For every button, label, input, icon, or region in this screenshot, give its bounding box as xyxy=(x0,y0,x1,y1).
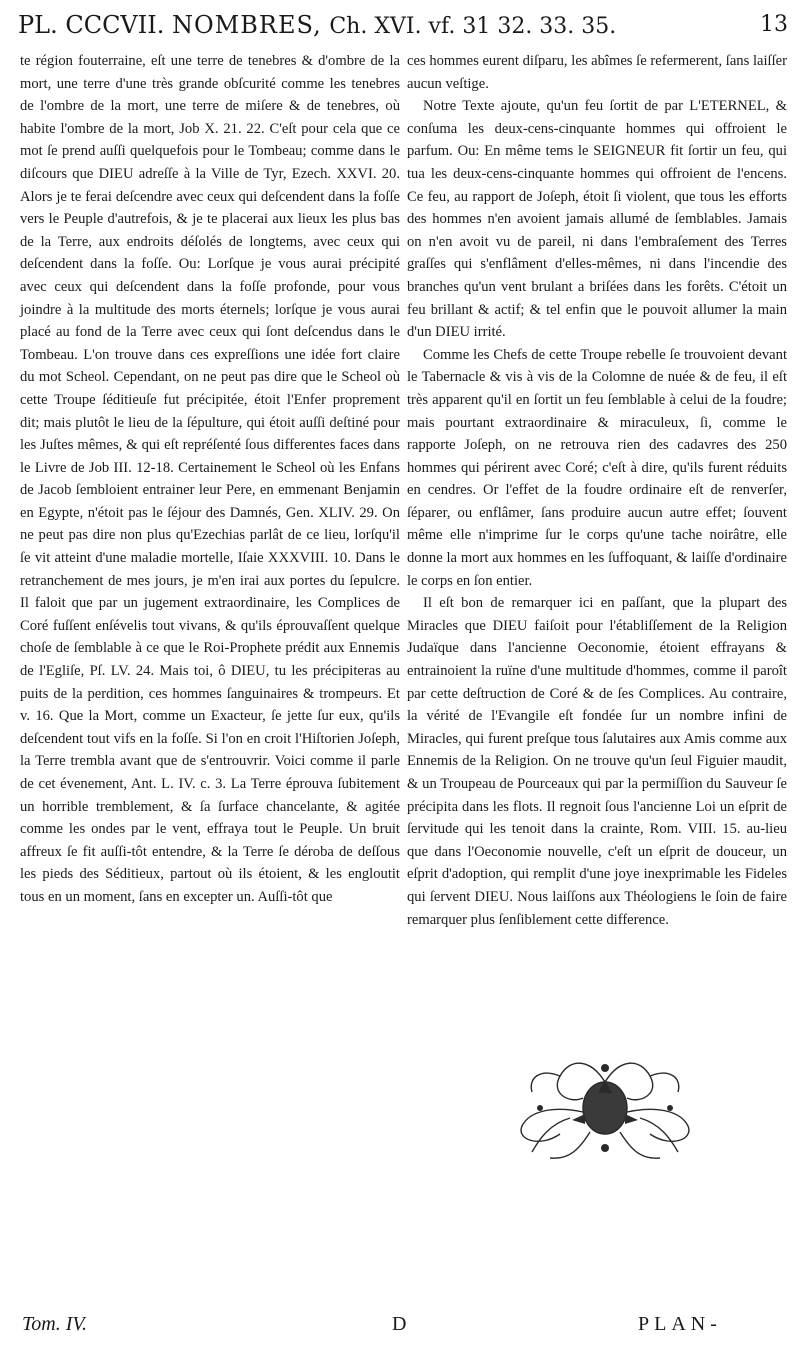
running-header xyxy=(18,8,790,44)
left-paragraph: te région fouterraine, eſt une terre de tenebres & d'ombre de la mort, une terre d'une très grande obſcurité comme les tenebres de l'ombre de la mort, une terre de miſere & de tenebres, où habite l'ombre de la mort, Job X. 21. 22. C'eſt pour cela que ce mot ſe prend auſſi quelquefois pour le Tombeau; comme dans le diſcours que DIEU adreſſe à la Ville de Tyr, Ezech. XXVI. 20. Alors je te ferai deſcendre avec ceux qui deſcendent dans la foſſe vers le Peuple d'autrefois, & je te placerai aux lieux les plus bas de la Terre, aux endroits déſolés de longtems, avec ceux qui deſcendent dans la foſſe. Ou: Lorſque je vous aurai précipité avec ceux qui deſcendent dans la foſſe profonde, pour vous joindre à la multitude des morts éternels; lorſque je vous aurai placé au fond de la Terre avec ceux qui ſont deſcendus dans le Tombeau. L'on trouve dans ces expreſſions une idée fort claire du mot Scheol. Cependant, on ne peut pas dire que le Scheol où cette Troupe ſéditieuſe fut précipitée, étoit l'Enfer proprement dit; mais plutôt le lieu de la ſépulture, qui étoit auſſi deſtiné pour les Juſtes mêmes, & qui eſt repréſenté ſous differentes faces dans le Livre de Job III. 12-18. Certainement le Scheol où les Enfans de Jacob ſembloient entrainer leur Pere, en emmenant Benjamin en Egypte, n'étoit pas le ſéjour des Damnés, Gen. XLIV. 29. On ne peut pas dire non plus qu'Ezechias parlât de ce lieu, lorſqu'il ſe vit atteint d'une maladie mortelle, Iſaie XXXVIII. 10. Dans le retranchement de mes jours, je m'en irai aux portes du ſepulcre. Il faloit que par un jugement extraordinaire, les Complices de Coré fuſſent enſévelis tout vivans, & qu'ils éprouvaſſent quelque choſe de ſemblable à ce que le Roi-Prophete prédit aux Ennemis de l'Egliſe, Pſ. LV. 24. Mais toi, ô DIEU, tu les précipiteras au puits de la perdition, ces hommes ſanguinaires & trompeurs. Et v. 16. Que la Mort, comme un Exacteur, ſe jette ſur eux, qu'ils deſcendent tout vifs en la foſſe. Si l'on en croit l'Hiſtorien Joſeph, la Terre trembla avant que de s'entrouvrir. Voici comme il parle de cet évenement, Ant. L. IV. c. 3. La Terre éprouva ſubitement un horrible tremblement, & ſa ſurface chancelante, & agitée comme les ondes par le vent, effraya tout le Peuple. Un bruit affreux ſe fit auſſi-tôt entendre, & la Terre ſe déroba de deſſous les pieds des Séditieux, partout où ils étoient, & les engloutit tous en un moment, ſans en excepter un. Auſſi-tôt que xyxy=(20,53,400,905)
right-paragraph: Il eſt bon de remarquer ici en paſſant, que la plupart des Miracles que DIEU faiſoit pour l'établiſſement de la Religion Judaïque dans l'ancienne Oeconomie, étoient effrayans & entrainoient la ruïne d'une multitude d'hommes, comme il paroît par cette deſtruction de Coré & de ſes Complices. Au contraire, la vérité de l'Evangile eſt fondée ſur un nombre infini de Miracles, qui furent preſque tous ſalutaires aux Amis comme aux Ennemis de la Religion. On ne trouve qu'un ſeul Figuier maudit, & un Troupeau de Pourceaux qui par la permiſſion du Sauveur ſe précipita dans les flots. Il regnoit ſous l'ancienne Loi un eſprit de ſervitude qui les tenoit dans la crainte, Rom. VIII. 15. au-lieu que dans l'Oeconomie nouvelle, c'eſt un eſprit de douceur, un eſprit d'adoption, qui remplit d'une joye inexprimable les Fideles qui ſervent DIEU. Nous laiſſons aux Théologiens le ſoin de faire remarquer plus ſenſiblement cette difference. xyxy=(407,595,787,928)
right-column xyxy=(407,50,787,931)
plate-number: PL. CCCVII. xyxy=(18,11,165,39)
left-column xyxy=(20,50,400,909)
book-title: NOMBRES, xyxy=(172,11,322,39)
page-footer xyxy=(0,1313,800,1343)
right-paragraph: ces hommes eurent diſparu, les abîmes ſe refermerent, ſans laiſſer aucun veſtige. xyxy=(407,53,787,92)
tome-label: Tom. IV. xyxy=(22,1313,88,1335)
catchword: PLAN- xyxy=(638,1313,722,1335)
right-paragraph: Notre Texte ajoute, qu'un feu ſortit de par L'ETERNEL, & conſuma les deux-cens-cinquante hommes qui offroient le parfum. Ou: En même tems le SEIGNEUR fit ſortir un feu, qui tua les deux-cens-cinquante hommes qui offroient de l'encens. Ce feu, au rapport de Joſeph, étoit ſi violent, que tous les efforts des hommes n'en avoient jamais allumé de ſemblables. Jamais on n'en avoit vu de pareil, ni dans l'embraſement des Terres graſſes qui s'enflâment d'elles-mêmes, ni dans l'incendie des branches qu'un vent brulant a briſées dans les forêts. C'étoit un feu brillant & actif; & tel enfin que le pouvoit allumer la main d'un DIEU irrité. xyxy=(407,98,787,341)
tailpiece-ornament-icon xyxy=(510,1048,700,1168)
page-number: 13 xyxy=(760,12,788,37)
chapter-reference: Ch. XVI. vf. 31 32. 33. 35. xyxy=(329,14,617,39)
right-paragraph: Comme les Chefs de cette Troupe rebelle ſe trouvoient devant le Tabernacle & vis à vis de la Colomne de nuée & de feu, il eſt très apparent qu'il en ſortit un feu ſemblable à celui de la foudre; mais pourtant extraordinaire & miraculeux, ſi, comme le rapporte Joſeph, on ne retrouva rien des cadavres des 250 hommes qui périrent avec Coré; c'eſt à dire, qu'ils furent réduits en cendres. Or l'effet de la foudre ordinaire eſt de renverſer, ſéparer, ou enflâmer, ſans produire aucun autre effet; ſouvent même elle n'imprime ſur le corps qu'une tache noirâtre, elle donne la mort aux hommes en les ſuffoquant, & laiſſe d'ordinaire le corps en ſon entier. xyxy=(407,346,787,589)
signature-mark: D xyxy=(392,1313,407,1335)
